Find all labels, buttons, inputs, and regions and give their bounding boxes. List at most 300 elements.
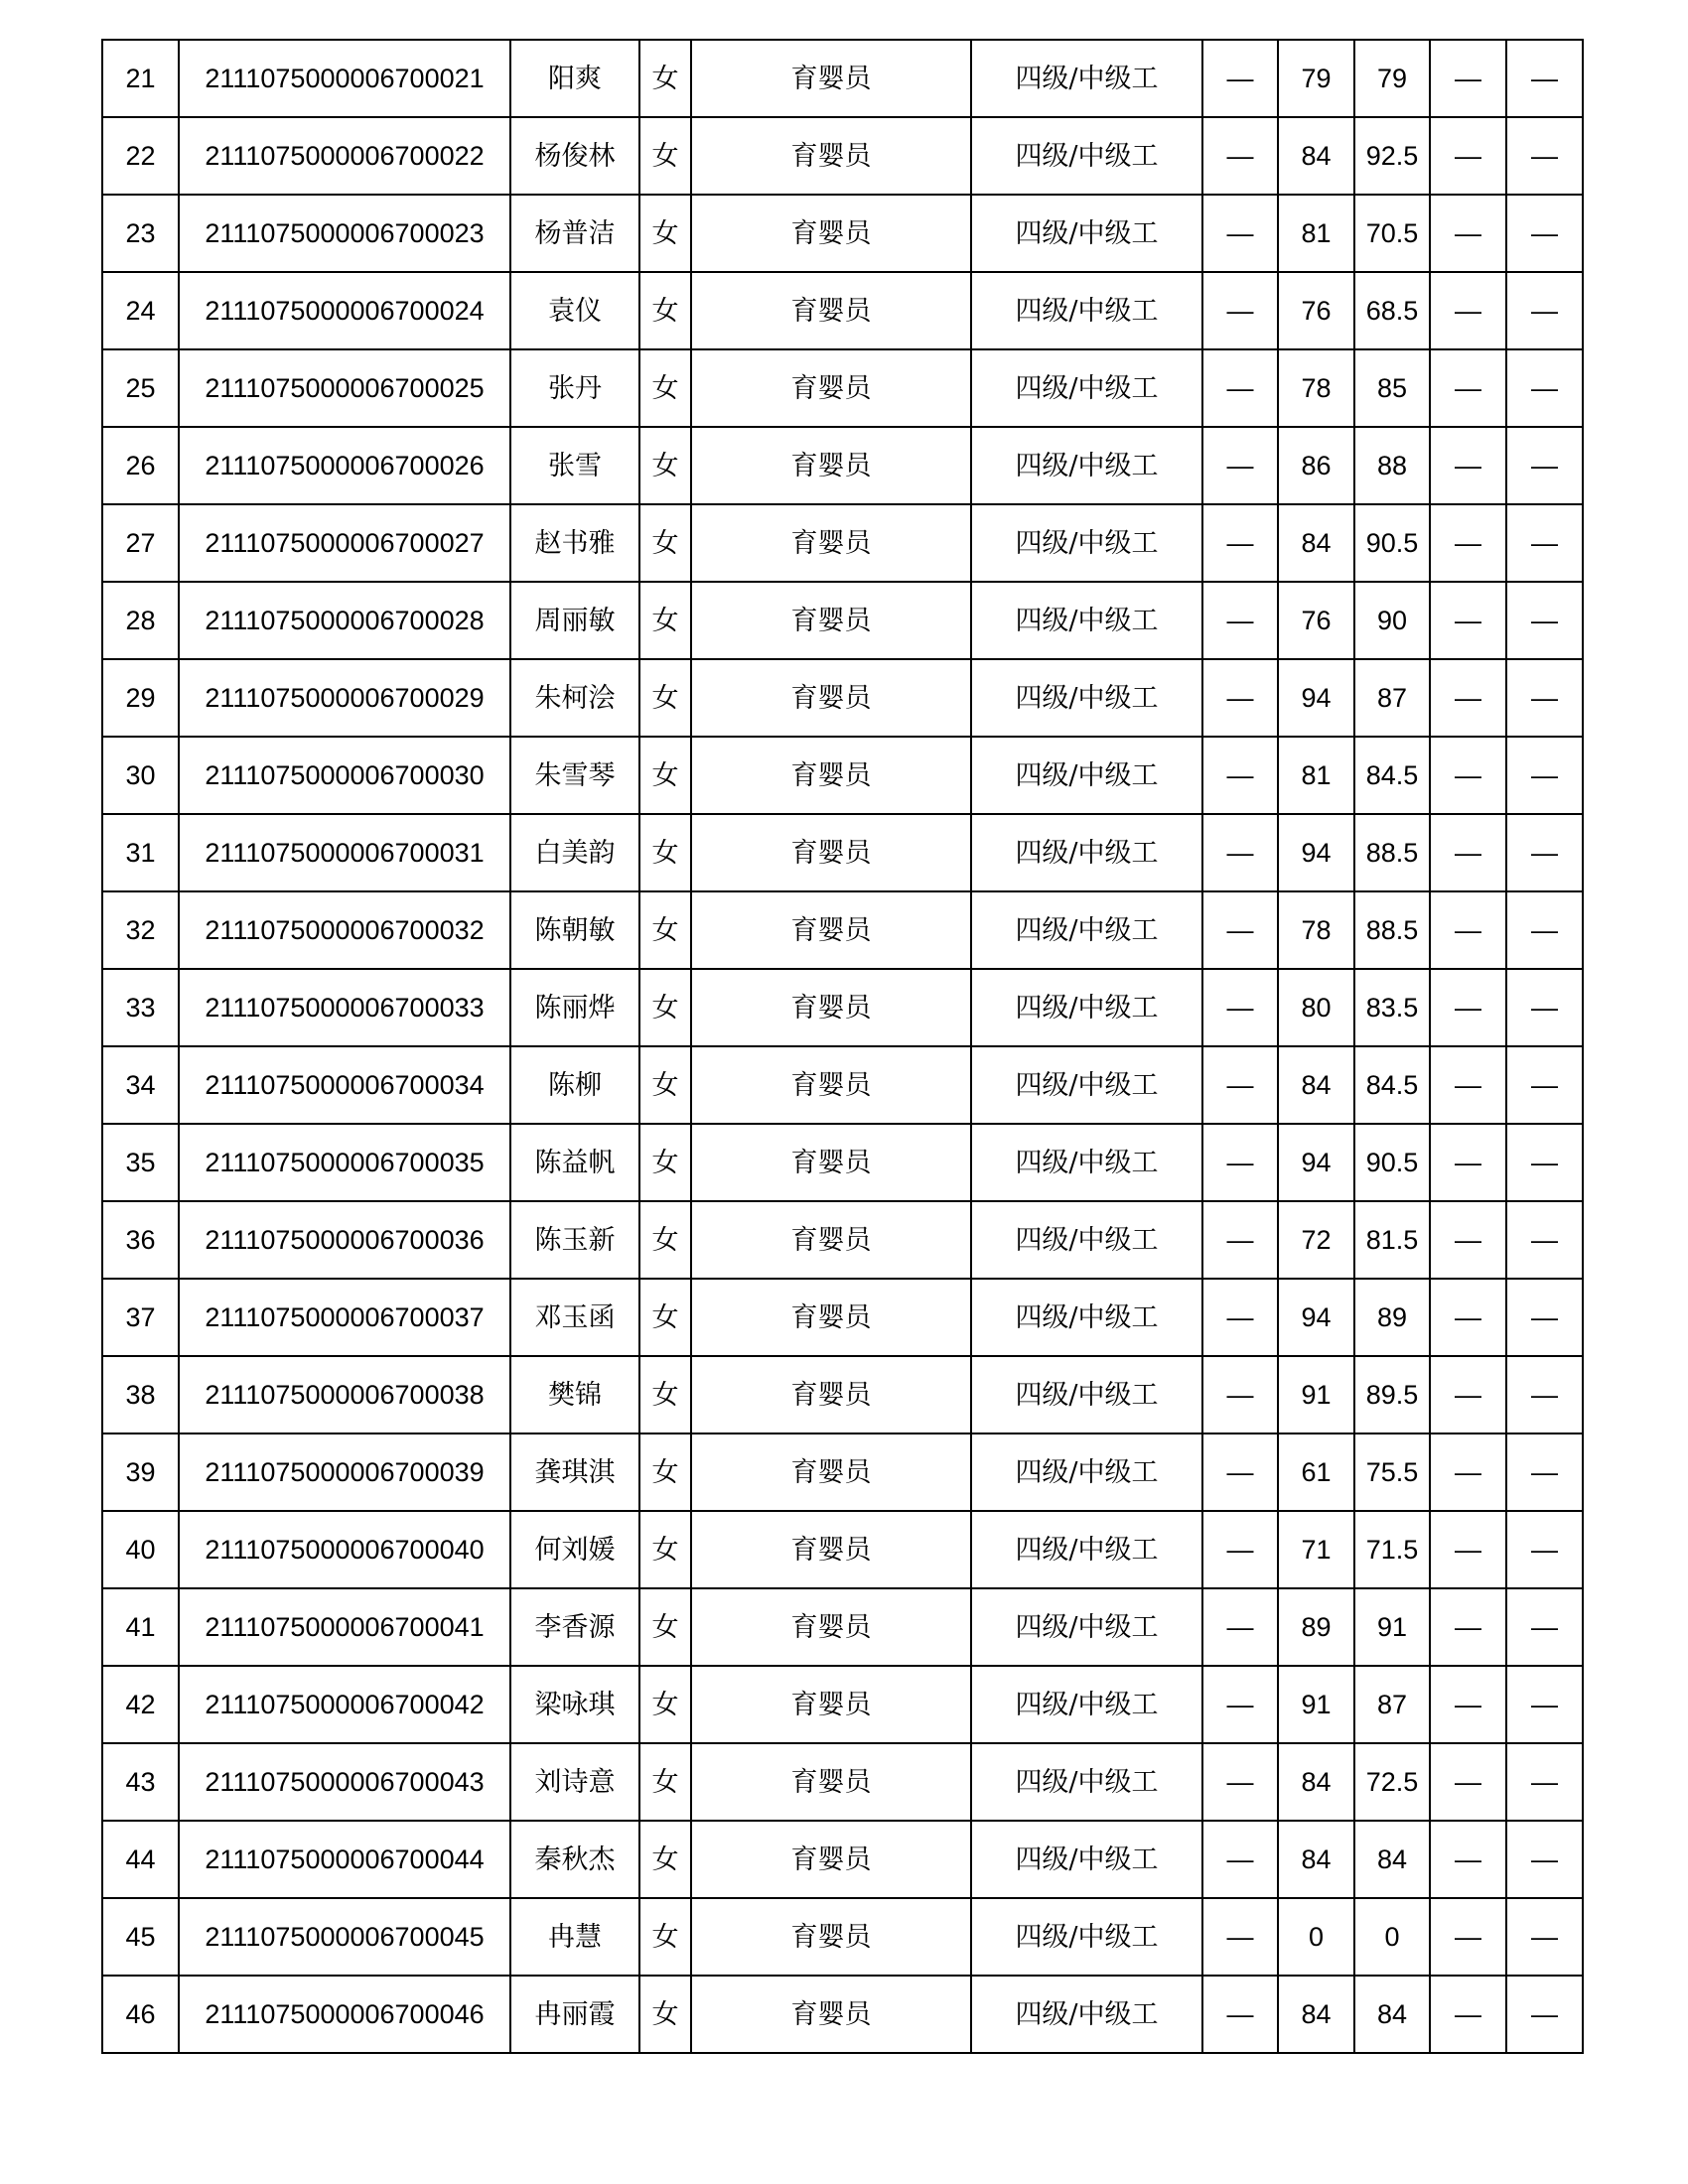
row-number-cell: 43 <box>102 1743 179 1821</box>
table-row <box>102 737 1583 814</box>
column-7-cell: — <box>1202 1743 1278 1821</box>
column-10-cell: — <box>1430 1124 1506 1201</box>
certificate-id-cell: 2111075000006700040 <box>179 1511 510 1588</box>
score-1-cell: 72 <box>1278 1201 1354 1279</box>
name-cell: 秦秋杰 <box>510 1821 639 1898</box>
column-11-cell: — <box>1506 504 1583 582</box>
gender-cell: 女 <box>639 737 691 814</box>
column-7-cell: — <box>1202 1201 1278 1279</box>
name-cell: 周丽敏 <box>510 582 639 659</box>
gender-cell: 女 <box>639 814 691 891</box>
row-number-cell: 38 <box>102 1356 179 1433</box>
column-11-cell: — <box>1506 1821 1583 1898</box>
column-7-cell: — <box>1202 1046 1278 1124</box>
column-7-cell: — <box>1202 969 1278 1046</box>
score-2-cell: 88.5 <box>1354 891 1430 969</box>
name-cell: 李香源 <box>510 1588 639 1666</box>
score-2-cell: 85 <box>1354 349 1430 427</box>
score-2-cell: 84 <box>1354 1821 1430 1898</box>
certificate-id-cell: 2111075000006700032 <box>179 891 510 969</box>
gender-cell: 女 <box>639 1124 691 1201</box>
score-2-cell: 87 <box>1354 1666 1430 1743</box>
row-number-cell: 23 <box>102 195 179 272</box>
column-10-cell: — <box>1430 659 1506 737</box>
certificate-id-cell: 2111075000006700027 <box>179 504 510 582</box>
certificate-id-cell: 2111075000006700036 <box>179 1201 510 1279</box>
occupation-cell: 育婴员 <box>691 1743 971 1821</box>
column-11-cell: — <box>1506 195 1583 272</box>
score-2-cell: 68.5 <box>1354 272 1430 349</box>
certificate-id-cell: 2111075000006700024 <box>179 272 510 349</box>
name-cell: 陈柳 <box>510 1046 639 1124</box>
row-number-cell: 31 <box>102 814 179 891</box>
column-7-cell: — <box>1202 1433 1278 1511</box>
gender-cell: 女 <box>639 1743 691 1821</box>
level-cell: 四级/中级工 <box>971 1666 1202 1743</box>
level-cell: 四级/中级工 <box>971 1511 1202 1588</box>
column-10-cell: — <box>1430 1898 1506 1976</box>
row-number-cell: 33 <box>102 969 179 1046</box>
row-number-cell: 22 <box>102 117 179 195</box>
level-cell: 四级/中级工 <box>971 969 1202 1046</box>
column-10-cell: — <box>1430 117 1506 195</box>
occupation-cell: 育婴员 <box>691 1201 971 1279</box>
column-10-cell: — <box>1430 1976 1506 2053</box>
row-number-cell: 27 <box>102 504 179 582</box>
score-1-cell: 94 <box>1278 814 1354 891</box>
occupation-cell: 育婴员 <box>691 1511 971 1588</box>
name-cell: 张丹 <box>510 349 639 427</box>
column-7-cell: — <box>1202 1666 1278 1743</box>
gender-cell: 女 <box>639 117 691 195</box>
level-cell: 四级/中级工 <box>971 1898 1202 1976</box>
column-7-cell: — <box>1202 1821 1278 1898</box>
score-2-cell: 84.5 <box>1354 737 1430 814</box>
row-number-cell: 36 <box>102 1201 179 1279</box>
column-7-cell: — <box>1202 1356 1278 1433</box>
column-10-cell: — <box>1430 349 1506 427</box>
certificate-id-cell: 2111075000006700026 <box>179 427 510 504</box>
certificate-id-cell: 2111075000006700021 <box>179 40 510 117</box>
table-row <box>102 814 1583 891</box>
level-cell: 四级/中级工 <box>971 349 1202 427</box>
certificate-id-cell: 2111075000006700031 <box>179 814 510 891</box>
row-number-cell: 29 <box>102 659 179 737</box>
level-cell: 四级/中级工 <box>971 1201 1202 1279</box>
name-cell: 赵书雅 <box>510 504 639 582</box>
row-number-cell: 37 <box>102 1279 179 1356</box>
score-2-cell: 0 <box>1354 1898 1430 1976</box>
column-10-cell: — <box>1430 272 1506 349</box>
occupation-cell: 育婴员 <box>691 1279 971 1356</box>
roster-table <box>101 39 1584 2054</box>
table-row <box>102 1356 1583 1433</box>
column-11-cell: — <box>1506 1666 1583 1743</box>
column-7-cell: — <box>1202 1898 1278 1976</box>
column-11-cell: — <box>1506 1046 1583 1124</box>
row-number-cell: 42 <box>102 1666 179 1743</box>
table-row <box>102 659 1583 737</box>
score-2-cell: 90.5 <box>1354 1124 1430 1201</box>
occupation-cell: 育婴员 <box>691 1821 971 1898</box>
column-10-cell: — <box>1430 1743 1506 1821</box>
table-row <box>102 504 1583 582</box>
score-1-cell: 80 <box>1278 969 1354 1046</box>
certificate-id-cell: 2111075000006700045 <box>179 1898 510 1976</box>
level-cell: 四级/中级工 <box>971 1588 1202 1666</box>
occupation-cell: 育婴员 <box>691 891 971 969</box>
column-10-cell: — <box>1430 814 1506 891</box>
score-1-cell: 81 <box>1278 195 1354 272</box>
score-1-cell: 84 <box>1278 117 1354 195</box>
column-11-cell: — <box>1506 1588 1583 1666</box>
column-10-cell: — <box>1430 1666 1506 1743</box>
score-1-cell: 84 <box>1278 1743 1354 1821</box>
gender-cell: 女 <box>639 1898 691 1976</box>
name-cell: 阳爽 <box>510 40 639 117</box>
certificate-id-cell: 2111075000006700034 <box>179 1046 510 1124</box>
table-row <box>102 1201 1583 1279</box>
occupation-cell: 育婴员 <box>691 1976 971 2053</box>
certificate-id-cell: 2111075000006700038 <box>179 1356 510 1433</box>
column-7-cell: — <box>1202 659 1278 737</box>
occupation-cell: 育婴员 <box>691 117 971 195</box>
column-10-cell: — <box>1430 1511 1506 1588</box>
level-cell: 四级/中级工 <box>971 737 1202 814</box>
level-cell: 四级/中级工 <box>971 659 1202 737</box>
level-cell: 四级/中级工 <box>971 1821 1202 1898</box>
column-10-cell: — <box>1430 737 1506 814</box>
gender-cell: 女 <box>639 1279 691 1356</box>
score-1-cell: 0 <box>1278 1898 1354 1976</box>
table-row <box>102 117 1583 195</box>
column-11-cell: — <box>1506 1898 1583 1976</box>
score-2-cell: 71.5 <box>1354 1511 1430 1588</box>
column-7-cell: — <box>1202 1588 1278 1666</box>
row-number-cell: 25 <box>102 349 179 427</box>
occupation-cell: 育婴员 <box>691 272 971 349</box>
name-cell: 樊锦 <box>510 1356 639 1433</box>
score-2-cell: 79 <box>1354 40 1430 117</box>
level-cell: 四级/中级工 <box>971 272 1202 349</box>
name-cell: 陈朝敏 <box>510 891 639 969</box>
level-cell: 四级/中级工 <box>971 582 1202 659</box>
score-2-cell: 90.5 <box>1354 504 1430 582</box>
score-1-cell: 78 <box>1278 349 1354 427</box>
column-10-cell: — <box>1430 40 1506 117</box>
occupation-cell: 育婴员 <box>691 814 971 891</box>
certificate-id-cell: 2111075000006700029 <box>179 659 510 737</box>
score-2-cell: 91 <box>1354 1588 1430 1666</box>
occupation-cell: 育婴员 <box>691 427 971 504</box>
gender-cell: 女 <box>639 1821 691 1898</box>
level-cell: 四级/中级工 <box>971 814 1202 891</box>
table-row <box>102 1588 1583 1666</box>
row-number-cell: 30 <box>102 737 179 814</box>
column-10-cell: — <box>1430 891 1506 969</box>
score-1-cell: 94 <box>1278 659 1354 737</box>
level-cell: 四级/中级工 <box>971 1279 1202 1356</box>
column-10-cell: — <box>1430 1279 1506 1356</box>
score-2-cell: 89 <box>1354 1279 1430 1356</box>
score-2-cell: 84 <box>1354 1976 1430 2053</box>
level-cell: 四级/中级工 <box>971 1356 1202 1433</box>
name-cell: 朱雪琴 <box>510 737 639 814</box>
score-1-cell: 76 <box>1278 582 1354 659</box>
column-7-cell: — <box>1202 272 1278 349</box>
name-cell: 梁咏琪 <box>510 1666 639 1743</box>
score-2-cell: 88.5 <box>1354 814 1430 891</box>
certificate-id-cell: 2111075000006700044 <box>179 1821 510 1898</box>
name-cell: 冉慧 <box>510 1898 639 1976</box>
column-11-cell: — <box>1506 1356 1583 1433</box>
gender-cell: 女 <box>639 1046 691 1124</box>
occupation-cell: 育婴员 <box>691 969 971 1046</box>
column-11-cell: — <box>1506 1124 1583 1201</box>
name-cell: 白美韵 <box>510 814 639 891</box>
row-number-cell: 34 <box>102 1046 179 1124</box>
certificate-id-cell: 2111075000006700022 <box>179 117 510 195</box>
score-2-cell: 83.5 <box>1354 969 1430 1046</box>
row-number-cell: 44 <box>102 1821 179 1898</box>
gender-cell: 女 <box>639 1666 691 1743</box>
occupation-cell: 育婴员 <box>691 1898 971 1976</box>
name-cell: 何刘媛 <box>510 1511 639 1588</box>
table-row <box>102 40 1583 117</box>
level-cell: 四级/中级工 <box>971 195 1202 272</box>
table-row <box>102 1046 1583 1124</box>
score-2-cell: 92.5 <box>1354 117 1430 195</box>
column-10-cell: — <box>1430 1433 1506 1511</box>
gender-cell: 女 <box>639 659 691 737</box>
row-number-cell: 41 <box>102 1588 179 1666</box>
level-cell: 四级/中级工 <box>971 1433 1202 1511</box>
column-7-cell: — <box>1202 349 1278 427</box>
table-row <box>102 1511 1583 1588</box>
column-10-cell: — <box>1430 1588 1506 1666</box>
score-1-cell: 86 <box>1278 427 1354 504</box>
column-11-cell: — <box>1506 349 1583 427</box>
score-2-cell: 75.5 <box>1354 1433 1430 1511</box>
gender-cell: 女 <box>639 504 691 582</box>
score-2-cell: 87 <box>1354 659 1430 737</box>
row-number-cell: 45 <box>102 1898 179 1976</box>
occupation-cell: 育婴员 <box>691 1588 971 1666</box>
table-row <box>102 1666 1583 1743</box>
table-row <box>102 1279 1583 1356</box>
score-1-cell: 84 <box>1278 1821 1354 1898</box>
certificate-id-cell: 2111075000006700035 <box>179 1124 510 1201</box>
table-row <box>102 969 1583 1046</box>
table-row <box>102 1898 1583 1976</box>
column-11-cell: — <box>1506 659 1583 737</box>
name-cell: 龚琪淇 <box>510 1433 639 1511</box>
column-7-cell: — <box>1202 1511 1278 1588</box>
score-1-cell: 89 <box>1278 1588 1354 1666</box>
gender-cell: 女 <box>639 40 691 117</box>
level-cell: 四级/中级工 <box>971 1124 1202 1201</box>
name-cell: 杨普洁 <box>510 195 639 272</box>
column-11-cell: — <box>1506 272 1583 349</box>
row-number-cell: 40 <box>102 1511 179 1588</box>
certificate-id-cell: 2111075000006700028 <box>179 582 510 659</box>
name-cell: 陈玉新 <box>510 1201 639 1279</box>
column-11-cell: — <box>1506 1511 1583 1588</box>
column-11-cell: — <box>1506 40 1583 117</box>
row-number-cell: 39 <box>102 1433 179 1511</box>
level-cell: 四级/中级工 <box>971 1976 1202 2053</box>
column-11-cell: — <box>1506 814 1583 891</box>
score-2-cell: 90 <box>1354 582 1430 659</box>
gender-cell: 女 <box>639 1356 691 1433</box>
column-10-cell: — <box>1430 504 1506 582</box>
column-7-cell: — <box>1202 195 1278 272</box>
table-row <box>102 1743 1583 1821</box>
score-1-cell: 61 <box>1278 1433 1354 1511</box>
certificate-id-cell: 2111075000006700039 <box>179 1433 510 1511</box>
column-7-cell: — <box>1202 582 1278 659</box>
column-7-cell: — <box>1202 1279 1278 1356</box>
score-1-cell: 94 <box>1278 1279 1354 1356</box>
table-row <box>102 1821 1583 1898</box>
row-number-cell: 24 <box>102 272 179 349</box>
name-cell: 刘诗意 <box>510 1743 639 1821</box>
level-cell: 四级/中级工 <box>971 1743 1202 1821</box>
table-row <box>102 891 1583 969</box>
name-cell: 邓玉函 <box>510 1279 639 1356</box>
column-11-cell: — <box>1506 582 1583 659</box>
score-2-cell: 84.5 <box>1354 1046 1430 1124</box>
name-cell: 张雪 <box>510 427 639 504</box>
certificate-id-cell: 2111075000006700030 <box>179 737 510 814</box>
column-11-cell: — <box>1506 427 1583 504</box>
row-number-cell: 46 <box>102 1976 179 2053</box>
level-cell: 四级/中级工 <box>971 1046 1202 1124</box>
gender-cell: 女 <box>639 1588 691 1666</box>
table-row <box>102 1124 1583 1201</box>
row-number-cell: 28 <box>102 582 179 659</box>
gender-cell: 女 <box>639 1976 691 2053</box>
column-11-cell: — <box>1506 1976 1583 2053</box>
occupation-cell: 育婴员 <box>691 659 971 737</box>
gender-cell: 女 <box>639 1511 691 1588</box>
table-row <box>102 195 1583 272</box>
level-cell: 四级/中级工 <box>971 504 1202 582</box>
occupation-cell: 育婴员 <box>691 1666 971 1743</box>
occupation-cell: 育婴员 <box>691 1433 971 1511</box>
score-1-cell: 81 <box>1278 737 1354 814</box>
column-10-cell: — <box>1430 1821 1506 1898</box>
row-number-cell: 35 <box>102 1124 179 1201</box>
certificate-id-cell: 2111075000006700043 <box>179 1743 510 1821</box>
column-7-cell: — <box>1202 117 1278 195</box>
score-1-cell: 71 <box>1278 1511 1354 1588</box>
column-11-cell: — <box>1506 1279 1583 1356</box>
name-cell: 冉丽霞 <box>510 1976 639 2053</box>
gender-cell: 女 <box>639 1433 691 1511</box>
gender-cell: 女 <box>639 582 691 659</box>
column-10-cell: — <box>1430 1356 1506 1433</box>
certificate-id-cell: 2111075000006700023 <box>179 195 510 272</box>
score-1-cell: 84 <box>1278 504 1354 582</box>
column-11-cell: — <box>1506 1201 1583 1279</box>
level-cell: 四级/中级工 <box>971 117 1202 195</box>
occupation-cell: 育婴员 <box>691 1124 971 1201</box>
column-10-cell: — <box>1430 427 1506 504</box>
name-cell: 袁仪 <box>510 272 639 349</box>
column-10-cell: — <box>1430 195 1506 272</box>
occupation-cell: 育婴员 <box>691 40 971 117</box>
score-1-cell: 91 <box>1278 1666 1354 1743</box>
table-row <box>102 1433 1583 1511</box>
occupation-cell: 育婴员 <box>691 349 971 427</box>
gender-cell: 女 <box>639 1201 691 1279</box>
gender-cell: 女 <box>639 427 691 504</box>
certificate-id-cell: 2111075000006700033 <box>179 969 510 1046</box>
column-10-cell: — <box>1430 1201 1506 1279</box>
certificate-id-cell: 2111075000006700042 <box>179 1666 510 1743</box>
column-11-cell: — <box>1506 117 1583 195</box>
column-11-cell: — <box>1506 969 1583 1046</box>
score-1-cell: 84 <box>1278 1046 1354 1124</box>
score-1-cell: 79 <box>1278 40 1354 117</box>
score-1-cell: 78 <box>1278 891 1354 969</box>
score-2-cell: 70.5 <box>1354 195 1430 272</box>
roster-body <box>102 40 1583 2053</box>
column-10-cell: — <box>1430 1046 1506 1124</box>
occupation-cell: 育婴员 <box>691 1356 971 1433</box>
score-2-cell: 88 <box>1354 427 1430 504</box>
gender-cell: 女 <box>639 969 691 1046</box>
column-7-cell: — <box>1202 427 1278 504</box>
table-row <box>102 582 1583 659</box>
column-7-cell: — <box>1202 1976 1278 2053</box>
name-cell: 朱柯浍 <box>510 659 639 737</box>
occupation-cell: 育婴员 <box>691 737 971 814</box>
column-10-cell: — <box>1430 582 1506 659</box>
name-cell: 陈益帆 <box>510 1124 639 1201</box>
column-11-cell: — <box>1506 1433 1583 1511</box>
name-cell: 陈丽烨 <box>510 969 639 1046</box>
score-2-cell: 89.5 <box>1354 1356 1430 1433</box>
column-7-cell: — <box>1202 737 1278 814</box>
score-2-cell: 72.5 <box>1354 1743 1430 1821</box>
score-1-cell: 76 <box>1278 272 1354 349</box>
table-row <box>102 427 1583 504</box>
score-1-cell: 84 <box>1278 1976 1354 2053</box>
certificate-id-cell: 2111075000006700046 <box>179 1976 510 2053</box>
occupation-cell: 育婴员 <box>691 582 971 659</box>
column-7-cell: — <box>1202 504 1278 582</box>
occupation-cell: 育婴员 <box>691 1046 971 1124</box>
column-7-cell: — <box>1202 1124 1278 1201</box>
level-cell: 四级/中级工 <box>971 427 1202 504</box>
row-number-cell: 21 <box>102 40 179 117</box>
gender-cell: 女 <box>639 272 691 349</box>
column-7-cell: — <box>1202 40 1278 117</box>
column-11-cell: — <box>1506 1743 1583 1821</box>
gender-cell: 女 <box>639 891 691 969</box>
certificate-id-cell: 2111075000006700037 <box>179 1279 510 1356</box>
certificate-id-cell: 2111075000006700025 <box>179 349 510 427</box>
table-row <box>102 1976 1583 2053</box>
score-1-cell: 94 <box>1278 1124 1354 1201</box>
certificate-id-cell: 2111075000006700041 <box>179 1588 510 1666</box>
occupation-cell: 育婴员 <box>691 195 971 272</box>
name-cell: 杨俊林 <box>510 117 639 195</box>
gender-cell: 女 <box>639 195 691 272</box>
column-11-cell: — <box>1506 737 1583 814</box>
